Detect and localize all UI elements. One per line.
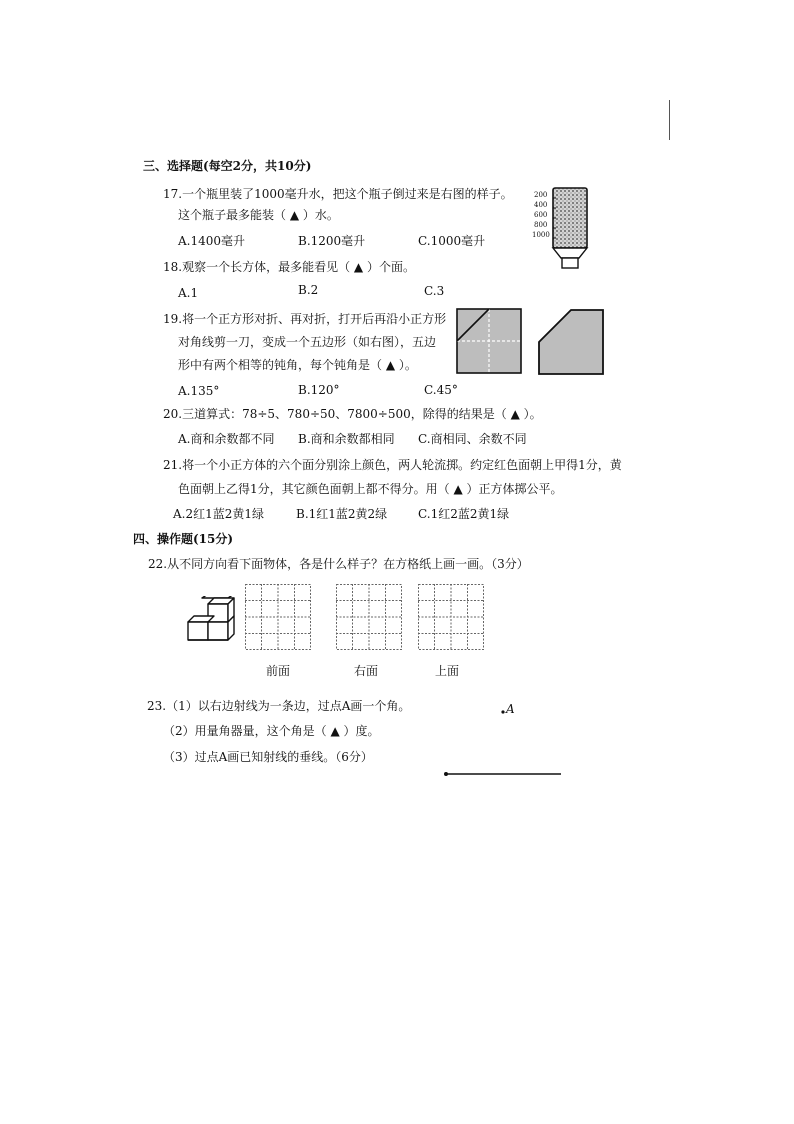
q19-line3: 形中有两个相等的钝角，每个钝角是（ ▲ ）。 xyxy=(178,358,417,372)
bottle-scale-1000: 1000 xyxy=(532,231,550,239)
bottle-scale-400: 400 xyxy=(534,201,548,209)
q22-line1: 22.从不同方向看下面物体，各是什么样子？在方格纸上画一画。（3分） xyxy=(148,557,529,571)
bottle-scale-600: 600 xyxy=(534,211,548,219)
bottle-figure xyxy=(532,186,596,272)
q23-line3: （3）过点A画已知射线的垂线。（6分） xyxy=(163,750,373,764)
q17-option-b: B.1200毫升 xyxy=(298,234,366,248)
q21-line1: 21.将一个小正方体的六个面分别涂上颜色，两人轮流掷。约定红色面朝上甲得1分，黄 xyxy=(163,458,622,472)
q17-line2: 这个瓶子最多能装（ ▲ ）水。 xyxy=(178,208,339,222)
q19-line1: 19.将一个正方形对折、再对折，打开后再沿小正方形 xyxy=(163,312,447,326)
q23-line2: （2）用量角器量，这个角是（ ▲ ）度。 xyxy=(163,724,380,738)
cube-stack-figure xyxy=(184,596,236,650)
point-a-label: A xyxy=(506,702,515,716)
pentagon-figure xyxy=(537,308,605,376)
q20-option-c: C.商相同、余数不同 xyxy=(418,432,527,446)
q20-option-b: B.商和余数都相同 xyxy=(298,432,395,446)
q20-option-a: A.商和余数都不同 xyxy=(178,432,275,446)
grid-paper-top[interactable] xyxy=(418,584,484,650)
grid-paper-front[interactable] xyxy=(245,584,311,650)
q21-option-a: A.2红1蓝2黄1绿 xyxy=(173,507,265,521)
grid-paper-right[interactable] xyxy=(336,584,402,650)
section4-heading: 四、操作题(15分) xyxy=(133,532,234,546)
scan-edge-line xyxy=(669,100,673,140)
q18-line1: 18.观察一个长方体，最多能看见（ ▲ ）个面。 xyxy=(163,260,415,274)
q21-option-b: B.1红1蓝2黄2绿 xyxy=(296,507,388,521)
q19-option-b: B.120° xyxy=(298,383,340,397)
q17-line1: 17.一个瓶里装了1000毫升水，把这个瓶子倒过来是右图的样子。 xyxy=(163,187,513,201)
q18-option-b: B.2 xyxy=(298,283,319,297)
q21-option-c: C.1红2蓝2黄1绿 xyxy=(418,507,510,521)
q18-option-a: A.1 xyxy=(178,286,199,300)
label-top: 上面 xyxy=(435,664,460,678)
q19-option-a: A.135° xyxy=(178,384,220,398)
label-right: 右面 xyxy=(354,664,379,678)
q20-line1: 20.三道算式：78÷5、780÷50、7800÷500，除得的结果是（ ▲ ）。 xyxy=(163,407,542,421)
q23-line1: 23.（1）以右边射线为一条边，过点A画一个角。 xyxy=(147,699,411,713)
q19-line2: 对角线剪一刀，变成一个五边形（如右图），五边 xyxy=(178,335,437,349)
section3-heading: 三、选择题(每空2分，共10分) xyxy=(143,159,312,173)
folded-square-figure xyxy=(456,308,522,374)
q19-option-c: C.45° xyxy=(424,383,458,397)
given-ray[interactable] xyxy=(443,766,563,772)
label-front: 前面 xyxy=(266,664,291,678)
q17-option-c: C.1000毫升 xyxy=(418,234,486,248)
bottle-scale-800: 800 xyxy=(534,221,548,229)
point-a[interactable] xyxy=(500,703,520,719)
q21-line2: 色面朝上乙得1分，其它颜色面朝上都不得分。用（ ▲ ）正方体掷公平。 xyxy=(178,482,563,496)
q17-option-a: A.1400毫升 xyxy=(178,234,246,248)
bottle-scale-200: 200 xyxy=(534,191,548,199)
q18-option-c: C.3 xyxy=(424,284,445,298)
